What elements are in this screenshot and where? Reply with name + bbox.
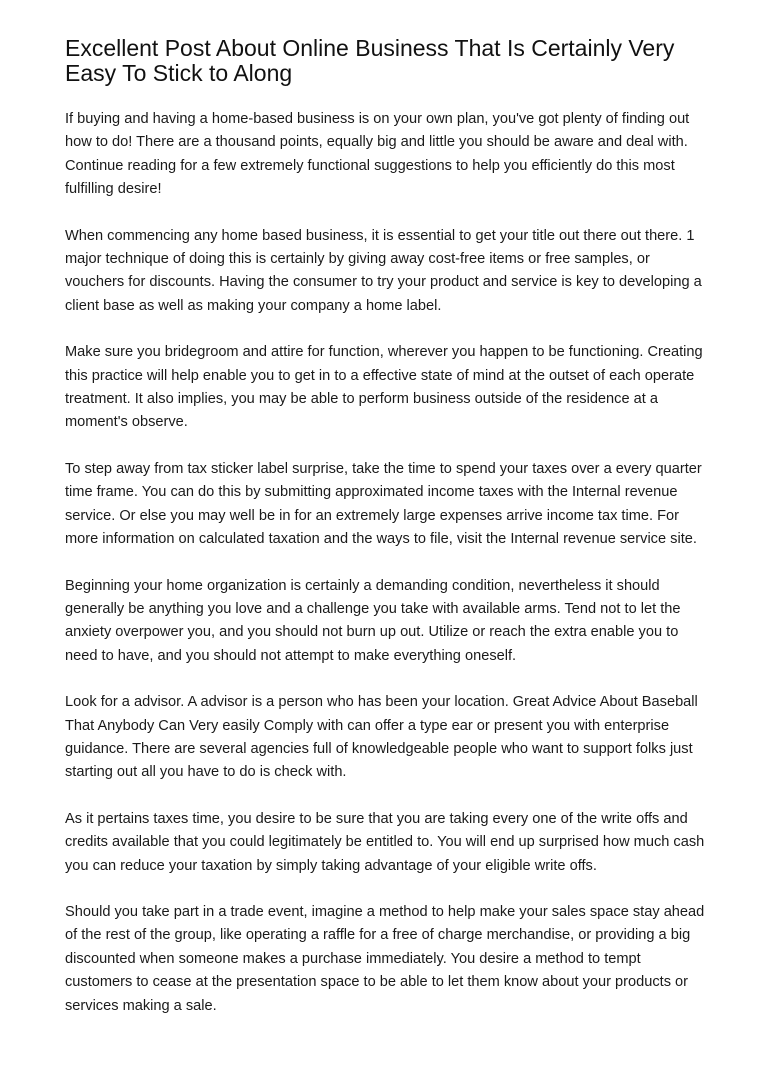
paragraph-5: Beginning your home organization is certainly a demanding condition, nevertheless it should generally be anything you love and a challenge you take with available arms. Tend not to let the anxiety overpower you, and you should not burn up out. Utilize or reach the extra enable you to need to have, and you should not attempt to make everything oneself. xyxy=(65,577,681,664)
paragraph-3: Make sure you bridegroom and attire for function, wherever you happen to be functioning. Creating this practice will help enable you to get in to a effective state of mind at the outset of each operate treatment. It also implies, you may be able to perform business outside of the residence at a moment's observe. xyxy=(65,344,703,431)
document-title: Excellent Post About Online Business That Is Certainly Very Easy To Stick to Along xyxy=(65,35,675,86)
paragraph-4: To step away from tax sticker label surprise, take the time to spend your taxes over a every quarter time frame. You can do this by submitting approximated income taxes with the Internal revenue service. Or else you may well be in for an extremely large expenses arrive income tax time. For more information on calculated taxation and the ways to file, visit the Internal revenue service site. xyxy=(65,460,702,548)
paragraph-2: When commencing any home based business, it is essential to get your title out there out there. 1 major technique of doing this is certainly by giving away cost-free items or free samples, or vouchers for discounts. Having the consumer to try your product and service is key to developing a client base as well as making your company a home label. xyxy=(65,227,702,314)
paragraph-1: If buying and having a home-based business is on your own plan, you've got plenty of finding out how to do! There are a thousand points, equally big and little you should be aware and deal with. Continue reading for a few extremely functional suggestions to help you efficiently do this most fulfilling desire! xyxy=(65,111,690,198)
paragraph-7: As it pertains taxes time, you desire to be sure that you are taking every one of the write offs and credits available that you could legitimately be entitled to. You will end up surprised how much cash you can reduce your taxation by simply taking advantage of your eligible write offs. xyxy=(65,810,705,874)
paragraph-6: Look for a advisor. A advisor is a person who has been your location. Great Advice About Baseball That Anybody Can Very easily Comply with can offer a type ear or present you with enterprise guidance. There are several agencies full of knowledgeable people who want to support folks just starting out all you have to do is check with. xyxy=(65,694,698,781)
paragraph-8: Should you take part in a trade event, imagine a method to help make your sales space stay ahead of the rest of the group, like operating a raffle for a free of charge merchandise, or providing a big discounted when someone makes a purchase immediately. You desire a method to tempt customers to cease at the presentation space to be able to let them know about your products or services making a sale. xyxy=(65,903,705,1014)
